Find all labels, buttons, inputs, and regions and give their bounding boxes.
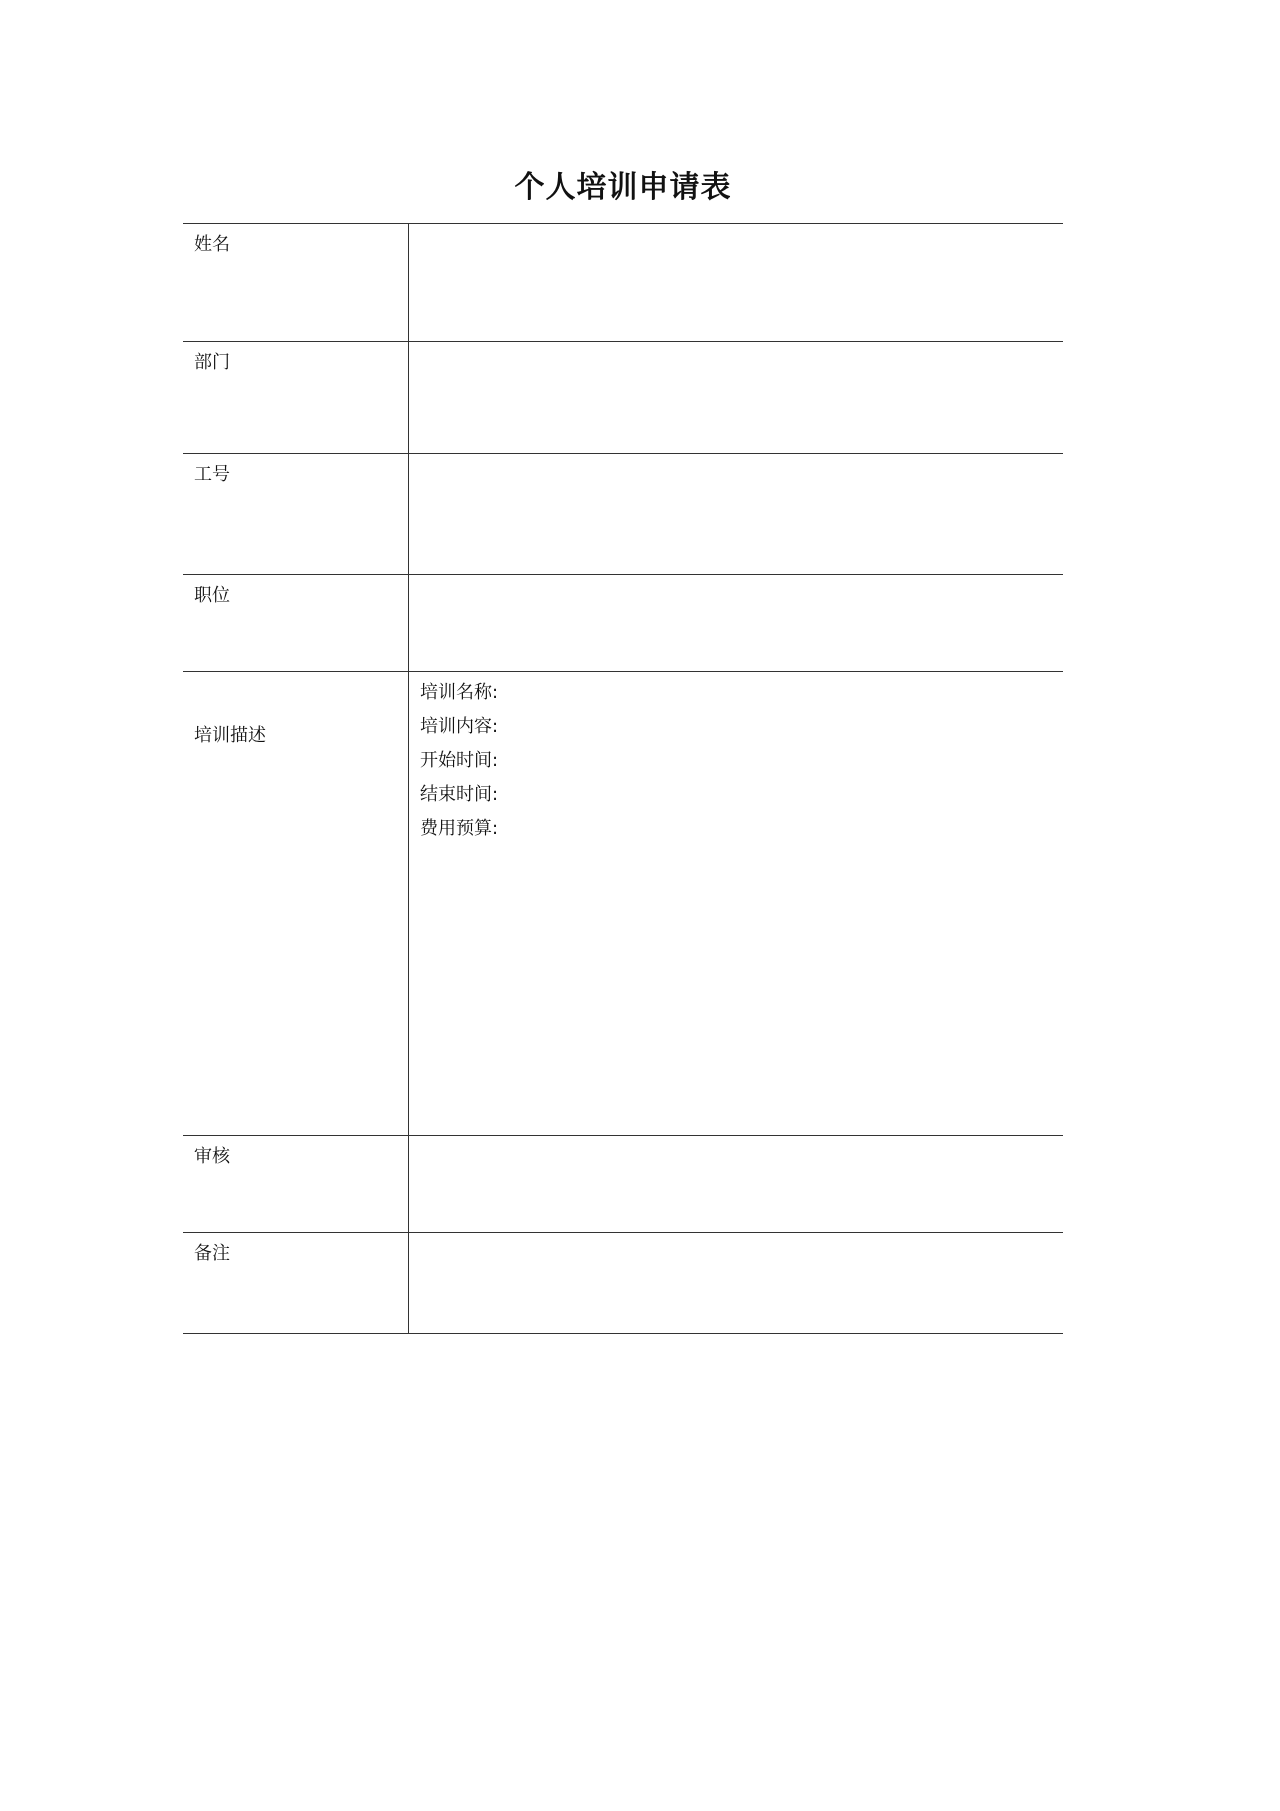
form-row-review	[183, 1136, 1063, 1233]
name-field[interactable]	[409, 224, 1064, 342]
budget-label: 费用预算:	[420, 818, 499, 839]
training-description-field[interactable]	[409, 672, 1064, 1136]
row-label-department: 部门	[183, 342, 409, 454]
remarks-field[interactable]	[409, 1233, 1064, 1334]
training-name-label: 培训名称:	[420, 682, 499, 703]
form-row-name	[183, 224, 1063, 342]
start-time-label: 开始时间:	[420, 750, 499, 771]
employee-id-field[interactable]	[409, 454, 1064, 575]
form-row-remarks	[183, 1233, 1063, 1334]
form-row-training-description	[183, 672, 1063, 1136]
document-title: 个人培训申请表	[514, 170, 732, 205]
row-label-position: 职位	[183, 575, 409, 672]
form-row-employee-id	[183, 454, 1063, 575]
training-content-label: 培训内容:	[420, 716, 499, 737]
end-time-label: 结束时间:	[420, 784, 499, 805]
training-description-label: 培训描述	[194, 724, 266, 746]
row-label-remarks: 备注	[183, 1233, 409, 1334]
department-field[interactable]	[409, 342, 1064, 454]
row-label-employee-id: 工号	[183, 454, 409, 575]
row-label-review: 审核	[183, 1136, 409, 1233]
form-row-position	[183, 575, 1063, 672]
training-application-form	[183, 223, 1063, 1334]
form-row-department	[183, 342, 1063, 454]
row-label-name: 姓名	[183, 224, 409, 342]
row-label-training-description	[183, 672, 409, 1136]
review-field[interactable]	[409, 1136, 1064, 1233]
position-field[interactable]	[409, 575, 1064, 672]
